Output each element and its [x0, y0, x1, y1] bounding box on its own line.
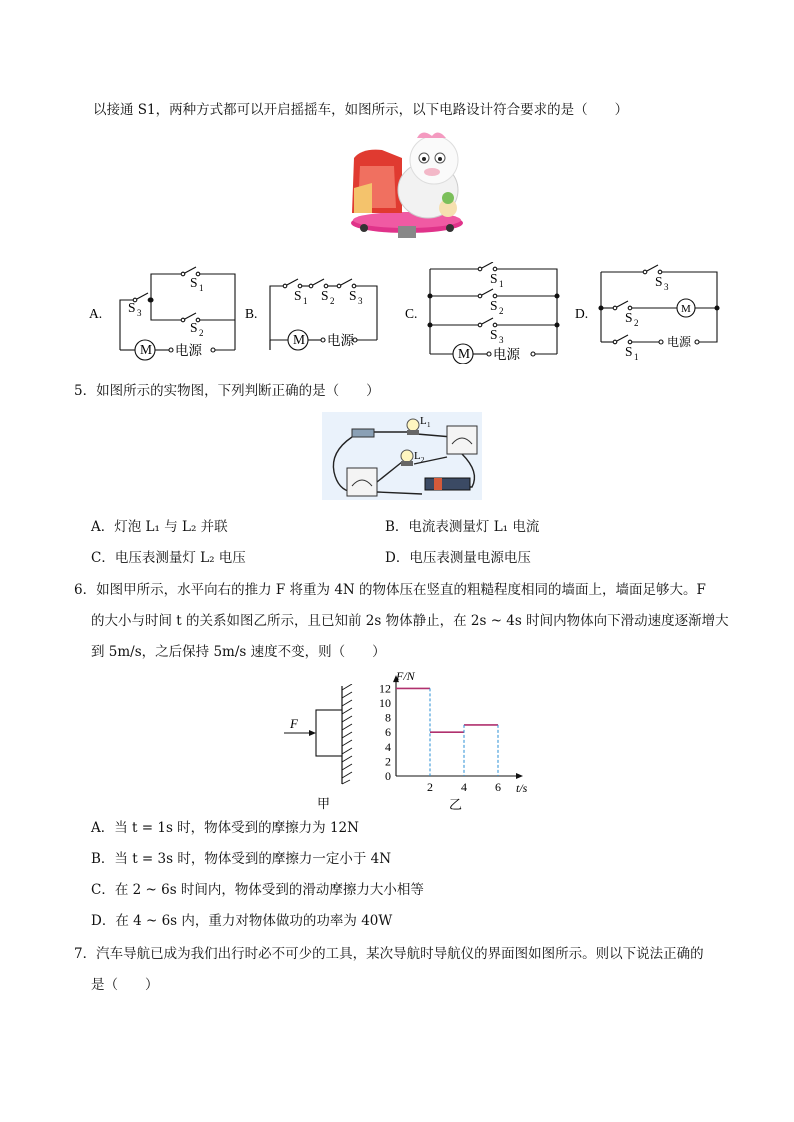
y-tick-label: 6: [385, 725, 391, 740]
x-tick-label: 2: [427, 780, 433, 794]
d-motor-label: M: [681, 303, 691, 315]
q6-stem-2: 的大小与时间 t 的关系如图乙所示，且已知前 2s 物体静止，在 2s ~ 4s 时间内物体向下滑动速度逐渐增大: [91, 613, 729, 629]
c-power-label: 电源: [493, 347, 520, 362]
q5-l2-label: L: [414, 450, 421, 462]
q5-option-a: A．灯泡 L₁ 与 L₂ 并联: [91, 519, 228, 535]
a-power-label: 电源: [175, 343, 202, 358]
q5-l1-label: L: [420, 415, 427, 427]
q7-stem-1: 7．汽车导航已成为我们出行时必不可少的工具，某次导航时导航仪的界面图如图所示。则以下说法正确的: [74, 946, 704, 962]
x-tick-label: 4: [461, 780, 467, 794]
q6-figure-yi-chart: [368, 664, 548, 814]
b-s1-label: S: [294, 288, 302, 303]
a-s3-sub: 3: [137, 308, 142, 318]
q5-option-d: D．电压表测量电源电压: [385, 550, 531, 566]
q6-figure-jia: [280, 684, 370, 814]
b-s2-sub: 2: [330, 296, 335, 306]
q6-force-label: F: [290, 716, 298, 731]
q4-option-b-letter: B.: [245, 306, 258, 321]
a-s1-sub: 1: [199, 283, 204, 293]
a-motor-label: M: [140, 342, 153, 357]
c-s2-sub: 2: [499, 306, 504, 316]
q4-option-d-letter: D.: [575, 306, 589, 321]
q6-yi-caption: 乙: [449, 797, 463, 812]
b-power-label: 电源: [327, 333, 354, 348]
x-tick-label: 6: [495, 780, 501, 794]
q6-option-d: D．在 4 ~ 6s 内，重力对物体做功的功率为 40W: [91, 913, 393, 929]
y-tick-label: 8: [385, 710, 391, 725]
a-s1-label: S: [190, 275, 198, 290]
y-tick-label: 2: [385, 754, 391, 769]
c-s2-label: S: [490, 298, 498, 313]
q5-stem: 5．如图所示的实物图，下列判断正确的是（ ）: [74, 383, 380, 399]
c-s1-label: S: [490, 271, 498, 286]
q5-circuit-photo: [322, 412, 482, 500]
chart-ylabel: F/N: [396, 669, 415, 683]
d-s3-label: S: [655, 274, 663, 289]
q6-stem-3: 到 5m/s，之后保持 5m/s 速度不变，则（ ）: [91, 644, 386, 660]
y-tick-label: 12: [379, 681, 391, 696]
q6-stem-1: 6．如图甲所示，水平向右的推力 F 将重为 4N 的物体压在竖直的粗糙程度相同的墙面上，墙面足够大。F: [74, 582, 706, 598]
b-s3-sub: 3: [358, 296, 363, 306]
c-s3-label: S: [490, 327, 498, 342]
b-s3-label: S: [349, 288, 357, 303]
a-s3-label: S: [128, 300, 136, 315]
q4-stem-line: 以接通 S1，两种方式都可以开启摇摇车，如图所示，以下电路设计符合要求的是（ ）: [93, 102, 629, 118]
q7-stem-2: 是（ ）: [91, 977, 159, 993]
q5-l1-sub: 1: [427, 421, 431, 429]
c-s1-sub: 1: [499, 279, 504, 289]
d-s2-label: S: [625, 310, 633, 325]
c-motor-label: M: [458, 346, 471, 361]
q5-option-c: C．电压表测量灯 L₂ 电压: [91, 550, 246, 566]
c-s3-sub: 3: [499, 335, 504, 345]
q4-circuit-options: [85, 262, 735, 364]
q5-l2-sub: 2: [421, 456, 425, 464]
a-s2-label: S: [190, 320, 198, 335]
q6-option-c: C．在 2 ~ 6s 时间内，物体受到的滑动摩擦力大小相等: [91, 882, 424, 898]
chart-xlabel: t/s: [516, 781, 528, 795]
b-motor-label: M: [293, 332, 306, 347]
y-tick-label: 0: [385, 769, 391, 783]
x-axis-arrow: [516, 773, 523, 779]
q6-option-b: B．当 t = 3s 时，物体受到的摩擦力一定小于 4N: [91, 851, 392, 867]
q6-option-a: A．当 t = 1s 时，物体受到的摩擦力为 12N: [91, 820, 359, 836]
y-tick-label: 4: [385, 739, 391, 754]
d-s2-sub: 2: [634, 318, 639, 328]
d-s1-label: S: [625, 344, 633, 359]
d-power-label: 电源: [667, 335, 692, 349]
y-tick-label: 10: [379, 696, 391, 710]
b-s1-sub: 1: [303, 296, 308, 306]
q5-option-b: B．电流表测量灯 L₁ 电流: [385, 519, 540, 535]
b-s2-label: S: [321, 288, 329, 303]
q4-option-a-letter: A.: [89, 306, 103, 321]
q4-option-c-letter: C.: [405, 306, 418, 321]
rocking-car-image: [342, 128, 472, 248]
d-s3-sub: 3: [664, 282, 669, 292]
a-s2-sub: 2: [199, 328, 204, 338]
q6-jia-caption: 甲: [317, 796, 331, 811]
d-s1-sub: 1: [634, 352, 639, 362]
